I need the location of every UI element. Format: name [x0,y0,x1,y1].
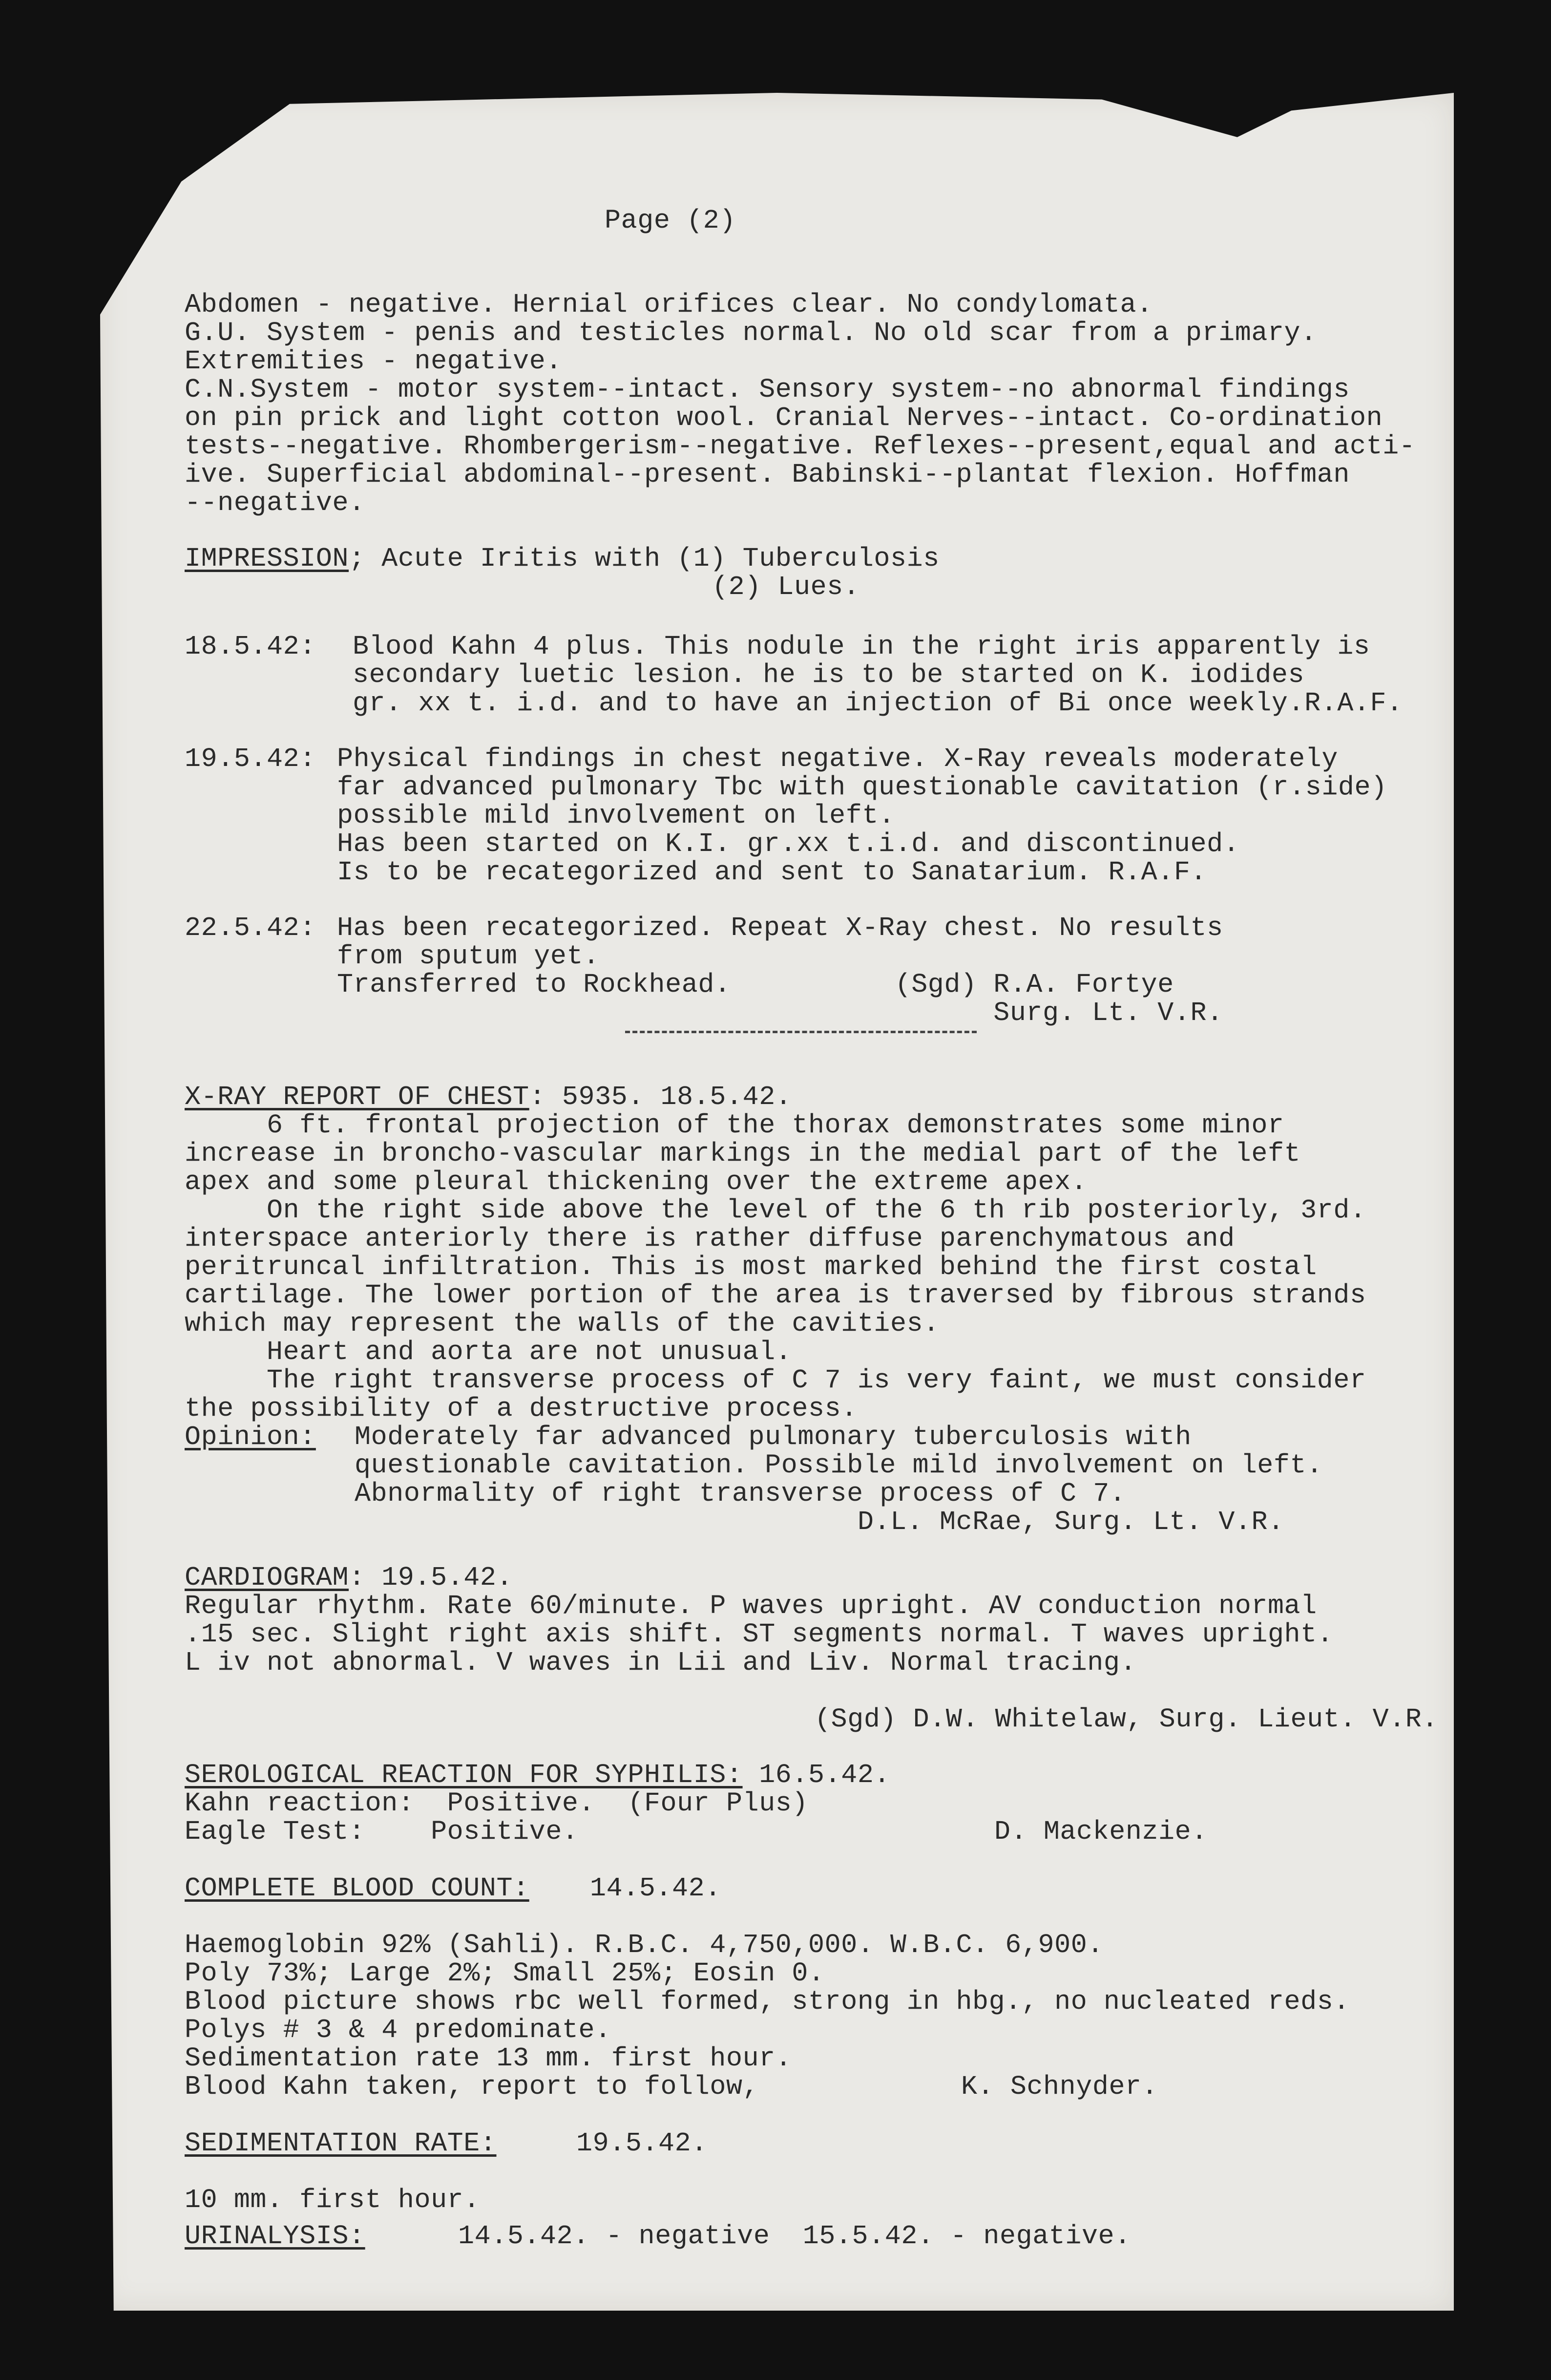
impression-line [185,543,940,574]
urinalysis-label: URINALYSIS: [185,2221,365,2252]
exam-line-7: ive. Superficial abdominal--present. Babinski--plantat flexion. Hoffman [185,459,1350,490]
section-divider [625,1031,977,1033]
xray-ref: : 5935. 18.5.42. [529,1082,792,1112]
opinion-label: Opinion: [185,1422,316,1452]
xray-line-5: interspace anteriorly there is rather diffuse parenchymatous and [185,1223,1235,1254]
serology-date: 16.5.42. [742,1760,891,1790]
note-22-line-1: Has been recategorized. Repeat X-Ray chest. No results [337,913,1223,943]
xray-line-11: the possibility of a destructive process. [185,1393,858,1424]
cardiogram-signature: (Sgd) D.W. Whitelaw, Surg. Lieut. V.R. [815,1704,1439,1735]
cbc-line-6: Blood Kahn taken, report to follow, [185,2071,759,2102]
note-date-18: 18.5.42: [185,631,316,662]
impression-text: ; Acute Iritis with (1) Tuberculosis [349,543,940,574]
cbc-line-2: Poly 73%; Large 2%; Small 25%; Eosin 0. [185,1958,825,1989]
urinalysis-text: 14.5.42. - negative 15.5.42. - negative. [458,2221,1131,2252]
xray-line-4: On the right side above the level of the 6 th rib posteriorly, 3rd. [185,1195,1366,1226]
note-22-line-4: Surg. Lt. V.R. [337,998,1223,1028]
xray-line-10: The right transverse process of C 7 is very faint, we must consider [185,1365,1366,1396]
sed-rate-date: 19.5.42. [576,2128,708,2159]
cbc-line-1: Haemoglobin 92% (Sahli). R.B.C. 4,750,000. W.B.C. 6,900. [185,1930,1104,1960]
cardiogram-line-1: Regular rhythm. Rate 60/minute. P waves upright. AV conduction normal [185,1591,1317,1621]
note-19-line-4: Has been started on K.I. gr.xx t.i.d. and discontinued. [337,829,1240,859]
sed-rate-label: SEDIMENTATION RATE: [185,2128,497,2159]
note-date-19: 19.5.42: [185,744,316,774]
note-18-line-2: secondary luetic lesion. he is to be started on K. iodides [353,659,1305,690]
serology-heading [185,1760,890,1790]
xray-line-6: peritruncal infiltration. This is most marked behind the first costal [185,1252,1317,1282]
xray-label: X-RAY REPORT OF CHEST [185,1082,529,1112]
cbc-line-5: Sedimentation rate 13 mm. first hour. [185,2043,792,2074]
xray-line-8: which may represent the walls of the cavities. [185,1308,940,1339]
exam-line-6: tests--negative. Rhombergerism--negative. Reflexes--present,equal and acti- [185,431,1416,462]
cardiogram-date: : 19.5.42. [349,1562,513,1593]
impression-line-2: (2) Lues. [712,572,860,602]
serology-label: SEROLOGICAL REACTION FOR SYPHILIS: [185,1760,743,1790]
cbc-label: COMPLETE BLOOD COUNT: [185,1873,529,1904]
serology-eagle: Eagle Test: Positive. [185,1816,579,1847]
xray-line-7: cartilage. The lower portion of the area is traversed by fibrous strands [185,1280,1366,1311]
xray-heading [185,1082,792,1112]
note-22-line-2: from sputum yet. [337,941,600,972]
cardiogram-line-3: L iv not abnormal. V waves in Lii and Liv. Normal tracing. [185,1647,1137,1678]
opinion-line-2: questionable cavitation. Possible mild involvement on left. [355,1450,1323,1481]
note-19-line-5: Is to be recategorized and sent to Sanatarium. R.A.F. [337,857,1207,888]
sed-rate-value: 10 mm. first hour. [185,2185,480,2215]
cardiogram-label: CARDIOGRAM [185,1562,349,1593]
note-22-line-3: Transferred to Rockhead. (Sgd) R.A. Fortye [337,969,1174,1000]
serology-signature: D. Mackenzie. [994,1816,1208,1847]
note-18-line-3: gr. xx t. i.d. and to have an injection of Bi once weekly.R.A.F. [353,688,1403,719]
exam-line-4: C.N.System - motor system--intact. Sensory system--no abnormal findings [185,374,1350,405]
cardiogram-line-2: .15 sec. Slight right axis shift. ST segments normal. T waves upright. [185,1619,1334,1650]
xray-line-1: 6 ft. frontal projection of the thorax demonstrates some minor [185,1110,1284,1141]
note-18-line-1: Blood Kahn 4 plus. This nodule in the right iris apparently is [353,631,1370,662]
opinion-line-1: Moderately far advanced pulmonary tuberculosis with [355,1422,1192,1452]
impression-label: IMPRESSION [185,543,349,574]
exam-line-1: Abdomen - negative. Hernial orifices clear. No condylomata. [185,289,1153,320]
xray-signature: D.L. McRae, Surg. Lt. V.R. [858,1507,1284,1537]
cbc-line-3: Blood picture shows rbc well formed, strong in hbg., no nucleated reds. [185,1986,1350,2017]
page-number: Page (2) [605,205,736,236]
xray-line-9: Heart and aorta are not unusual. [185,1337,792,1367]
serology-kahn: Kahn reaction: Positive. (Four Plus) [185,1788,809,1819]
note-19-line-2: far advanced pulmonary Tbc with questionable cavitation (r.side) [337,772,1387,803]
note-date-22: 22.5.42: [185,913,316,943]
exam-line-5: on pin prick and light cotton wool. Cranial Nerves--intact. Co-ordination [185,403,1383,433]
cbc-line-4: Polys # 3 & 4 predominate. [185,2015,611,2045]
note-19-line-3: possible mild involvement on left. [337,800,895,831]
cbc-date: 14.5.42. [590,1873,721,1904]
exam-line-8: --negative. [185,488,365,518]
cbc-signature: K. Schnyder. [961,2071,1158,2102]
exam-line-2: G.U. System - penis and testicles normal. No old scar from a primary. [185,318,1317,348]
exam-line-3: Extremities - negative. [185,346,562,377]
cardiogram-heading [185,1562,513,1593]
xray-line-3: apex and some pleural thickening over the extreme apex. [185,1167,1088,1197]
xray-line-2: increase in broncho-vascular markings in the medial part of the left [185,1138,1301,1169]
opinion-line-3: Abnormality of right transverse process of C 7. [355,1478,1126,1509]
note-19-line-1: Physical findings in chest negative. X-Ray reveals moderately [337,744,1338,774]
